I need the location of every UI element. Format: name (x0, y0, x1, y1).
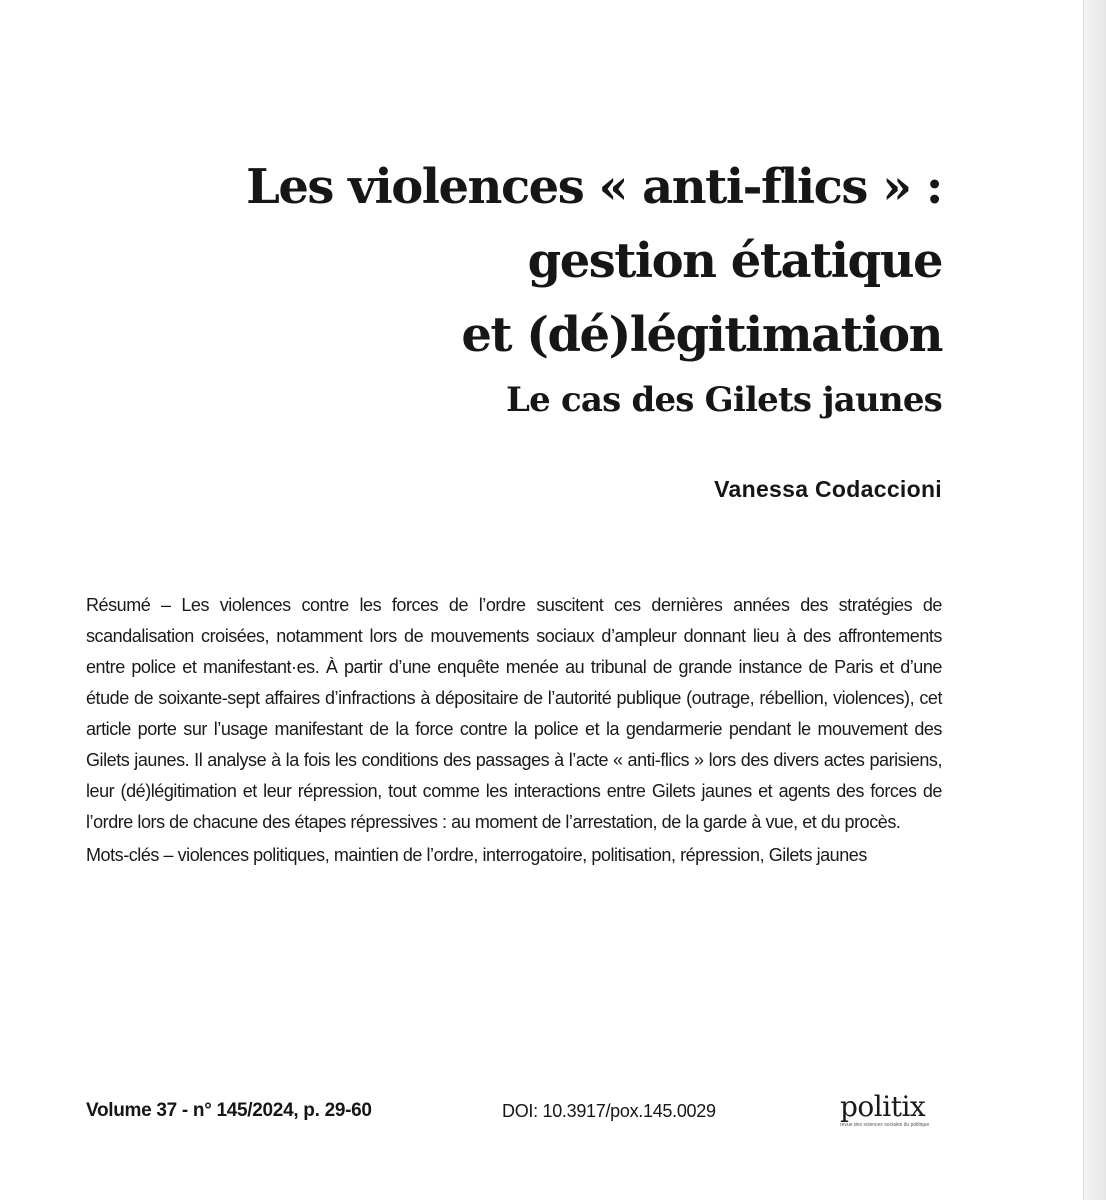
article-subtitle: Le cas des Gilets jaunes (506, 380, 942, 420)
keywords-label: Mots-clés (86, 845, 159, 865)
abstract-section (86, 590, 942, 867)
article-title-line-2: gestion étatique (527, 233, 942, 289)
keywords-paragraph (86, 843, 942, 867)
doi-text: DOI: 10.3917/pox.145.0029 (502, 1101, 716, 1121)
journal-logo-tagline: revue des sciences sociales du politique (840, 1122, 930, 1128)
journal-logo-word: politix (840, 1090, 926, 1123)
abstract-label: Résumé (86, 595, 151, 615)
page-footer (86, 1090, 942, 1140)
article-title-line-1: Les violences « anti-flics » : (246, 159, 942, 215)
abstract-paragraph (86, 590, 942, 838)
article-title-line-3: et (dé)légitimation (461, 307, 942, 363)
volume-info: Volume 37 - n° 145/2024, p. 29-60 (86, 1100, 372, 1121)
abstract-text: – Les violences contre les forces de l’ordre suscitent ces dernières années des stratégies de scandalisation croisées, notamment lors de mouvements sociaux d’ampleur donnant lieu à des affrontements entre police et manifestant·es. À partir d’une enquête menée au tribunal de grande instance de Paris et d’une étude de soixante-sept affaires d’infractions à dépositaire de l’autorité publique (outrage, rébellion, violences), cet article porte sur l’usage manifestant de la force contre la police et la gendarmerie pendant le mouvement des Gilets jaunes. Il analyse à la fois les conditions des passages à l’acte « anti-flics » lors des divers actes parisiens, leur (dé)légitimation et leur répression, tout comme les interactions entre Gilets jaunes et agents des forces de l’ordre lors de chacune des étapes répressives : au moment de l’arrestation, de la garde à vue, et du procès. (86, 595, 942, 832)
keywords-text: – violences politiques, maintien de l’ordre, interrogatoire, politisation, répression, Gilets jaunes (158, 845, 867, 865)
journal-logo (840, 1092, 940, 1128)
page-edge (1083, 0, 1106, 1200)
article-header (182, 150, 942, 426)
author-name: Vanessa Codaccioni (714, 476, 942, 502)
